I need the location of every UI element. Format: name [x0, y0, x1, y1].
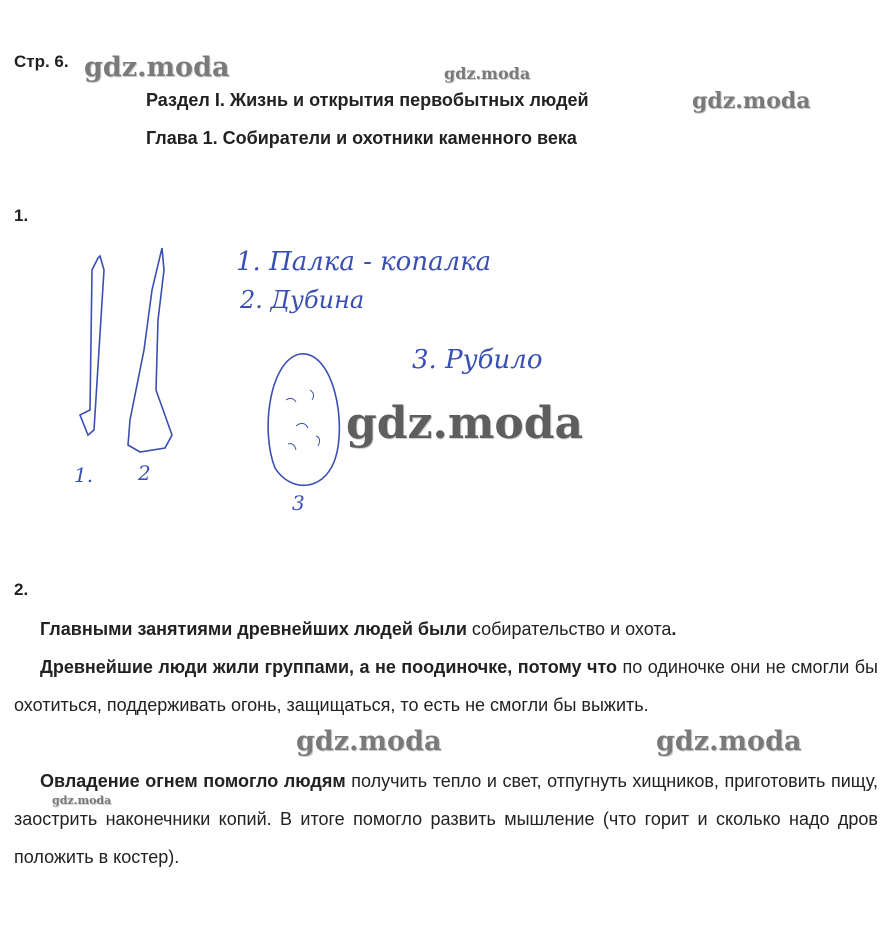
- watermark: gdz.moda: [52, 794, 112, 807]
- page-number: Стр. 6.: [14, 52, 69, 71]
- section-title: Раздел I. Жизнь и открытия первобытных людей: [146, 90, 589, 110]
- watermark: gdz.moda: [692, 88, 811, 114]
- answer-2-text: по одиночке они не смогли бы охотиться, поддерживать огонь, защищаться, то есть не смогли бы выжить.: [14, 657, 878, 715]
- handwritten-item-2: 2. Дубина: [240, 286, 365, 314]
- digging-stick-drawing: [80, 256, 104, 435]
- sketch-label-2: 2: [138, 461, 151, 485]
- watermark: gdz.moda: [296, 726, 442, 757]
- chapter-title: Глава 1. Собиратели и охотники каменного века: [146, 128, 577, 148]
- handwritten-item-1: 1. Палка - копалка: [236, 247, 492, 277]
- answer-paragraph-3: [14, 762, 878, 876]
- watermark: gdz.moda: [656, 726, 802, 757]
- handwritten-item-3: 3. Рубило: [412, 345, 543, 375]
- answer-paragraph-2: [14, 648, 878, 724]
- sketch-label-3: 3: [292, 491, 305, 515]
- answer-paragraph-1: [14, 610, 878, 648]
- question-2-number: 2.: [14, 580, 29, 599]
- handwritten-sketch: [60, 230, 600, 520]
- watermark: gdz.moda: [84, 52, 230, 83]
- answer-1-end: .: [671, 619, 677, 639]
- sketch-label-1: 1.: [74, 463, 94, 487]
- answer-3-text: получить тепло и свет, отпугнуть хищников, приготовить пищу, заострить наконечники копий. В итоге помогло развить мышление (что горит и сколько надо дров положить в костер).: [14, 771, 879, 867]
- answer-1-text: собирательство и охота: [466, 619, 672, 639]
- question-1-number: 1.: [14, 206, 29, 225]
- hand-axe-drawing: [268, 354, 339, 485]
- answer-3-prompt: Овладение огнем помогло людям: [40, 771, 346, 791]
- watermark: gdz.moda: [346, 398, 584, 449]
- watermark: gdz.moda: [444, 64, 531, 83]
- answer-1-prompt: Главными занятиями древнейших людей были: [40, 619, 467, 639]
- answer-2-prompt: Древнейшие люди жили группами, а не поодиночке, потому что: [40, 657, 618, 677]
- club-drawing: [128, 248, 172, 452]
